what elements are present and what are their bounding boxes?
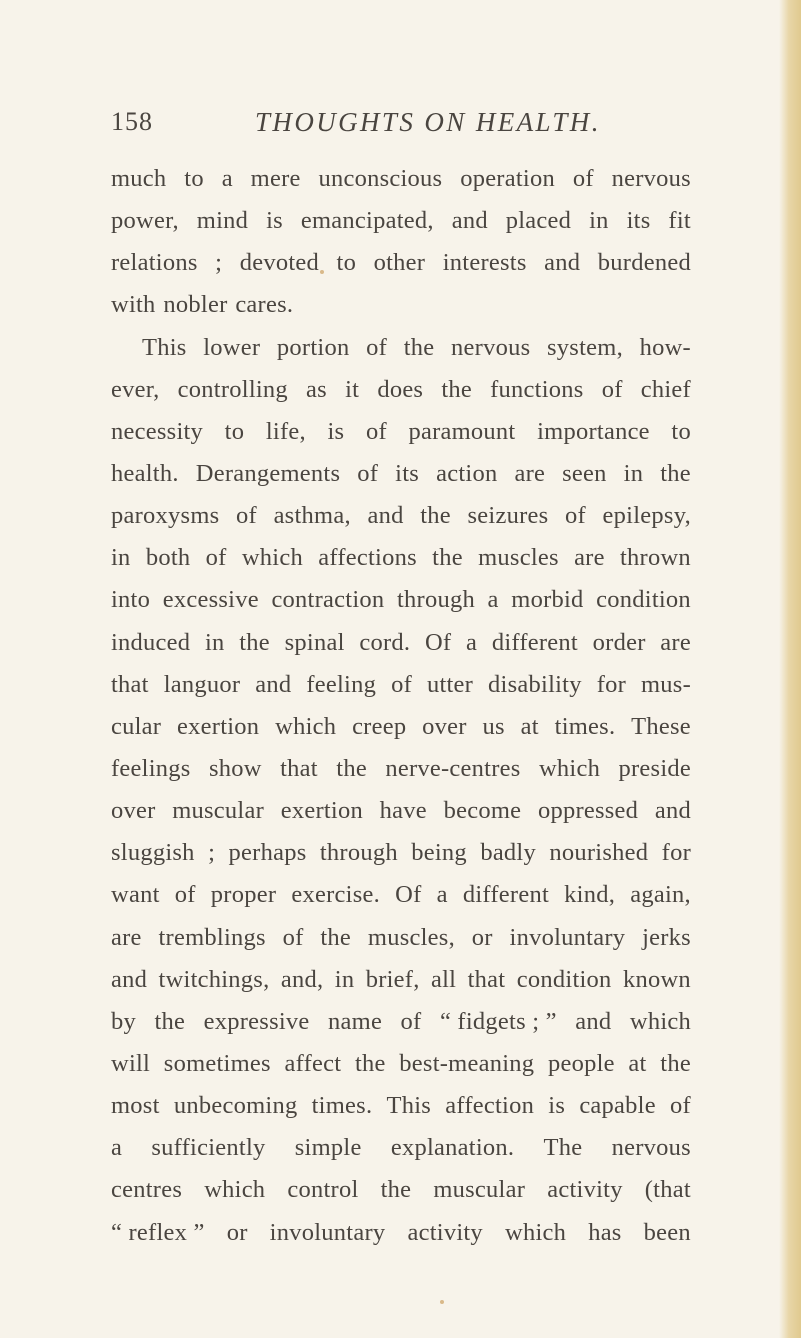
word: This (386, 1092, 432, 1120)
word: necessity (111, 417, 204, 445)
word: chief (640, 375, 691, 403)
word: all (430, 965, 457, 993)
word: These (631, 712, 691, 740)
word: portion (276, 333, 350, 361)
word: over (111, 797, 156, 825)
word: of (400, 1007, 422, 1035)
text-line (111, 200, 691, 242)
word: different (462, 881, 550, 909)
word: spinal (284, 628, 345, 656)
word: of (174, 881, 196, 909)
word: the (660, 459, 691, 487)
word: become (443, 797, 522, 825)
word: nervous (451, 333, 531, 361)
word: which (204, 1176, 266, 1204)
word: twitchings, (158, 965, 270, 993)
word: contraction (271, 586, 385, 614)
word: of (670, 1092, 691, 1120)
word: exertion (177, 712, 260, 740)
word: of (366, 333, 388, 361)
word: us (482, 712, 505, 740)
word: by (111, 1007, 136, 1035)
word: for (596, 670, 627, 698)
word: morbid (511, 586, 584, 614)
word: unconscious (318, 165, 443, 192)
word: of (565, 502, 586, 530)
text-line (111, 917, 691, 959)
word: tremblings (158, 923, 266, 951)
text-line (111, 369, 691, 411)
word: excessive (162, 586, 259, 614)
word: other (373, 249, 426, 277)
word: which (505, 1218, 567, 1246)
word: expressive (203, 1007, 310, 1035)
word: mus- (640, 670, 691, 698)
paper-speck (320, 270, 324, 274)
word: a (487, 586, 499, 614)
word: again, (630, 881, 691, 909)
word: thrown (620, 544, 691, 572)
word: The (543, 1134, 583, 1162)
word: system, (547, 333, 623, 361)
text-line (111, 158, 691, 200)
word: ; (215, 249, 223, 277)
word: controlling (177, 375, 288, 403)
text-line (111, 453, 691, 495)
word: and (654, 797, 691, 825)
word: feeling (306, 670, 377, 698)
text-line (111, 622, 691, 664)
word: is (327, 417, 345, 445)
word: “ fidgets ; ” (439, 1007, 557, 1035)
word: Of (424, 628, 452, 656)
word: condition (516, 965, 612, 993)
word: show (208, 754, 262, 782)
word: that (280, 754, 318, 782)
word: known (622, 965, 691, 993)
word: a (111, 1134, 123, 1162)
word: of (601, 375, 623, 403)
word: into (111, 586, 151, 614)
word: will (111, 1049, 151, 1077)
word: capable (579, 1092, 656, 1120)
word: most (111, 1092, 160, 1120)
word: emancipated, (300, 207, 434, 235)
word: nervous (611, 1134, 691, 1162)
word: life, (265, 417, 306, 445)
word: both (145, 544, 191, 572)
word: affect (284, 1049, 342, 1077)
word: health. (111, 459, 179, 487)
word: and, (280, 965, 324, 993)
word: at (520, 712, 539, 740)
word: being (411, 839, 467, 867)
word: control (287, 1176, 359, 1204)
word: activity (407, 1218, 483, 1246)
word: that (467, 965, 506, 993)
paper-speck (440, 1300, 444, 1304)
word: with (111, 291, 156, 319)
word: are (514, 459, 546, 487)
word: ; (208, 839, 216, 867)
word: which (275, 712, 337, 740)
word: affection (445, 1092, 535, 1120)
word: are (574, 544, 605, 572)
word: does (377, 375, 424, 403)
word: muscular (172, 797, 265, 825)
word: utter (426, 670, 474, 698)
text-line (111, 495, 691, 537)
word: muscles, (367, 923, 455, 951)
word: the (354, 1049, 386, 1077)
word: through (396, 586, 475, 614)
word: fit (668, 207, 691, 235)
word: action (436, 459, 498, 487)
word: involuntary (509, 923, 626, 951)
word: and (255, 670, 292, 698)
word: its (395, 459, 420, 487)
word: seizures (467, 502, 549, 530)
word: ever, (111, 375, 160, 403)
word: through (319, 839, 398, 867)
word: (that (644, 1176, 691, 1204)
word: jerks (642, 923, 691, 951)
word: to (336, 249, 357, 277)
word: creep (352, 712, 407, 740)
word: the (239, 628, 270, 656)
word: epilepsy, (602, 502, 691, 530)
word: over (422, 712, 467, 740)
word: and (111, 965, 148, 993)
word: best-meaning (399, 1049, 535, 1077)
word: nervous (611, 165, 691, 192)
running-title: THOUGHTS ON HEALTH. (255, 107, 601, 137)
word: which (538, 754, 601, 782)
word: or (471, 923, 493, 951)
word: proper (210, 881, 277, 909)
text-line (111, 832, 691, 874)
word: it (345, 375, 360, 403)
word: lower (203, 333, 261, 361)
word: operation (460, 165, 555, 192)
text-line (111, 790, 691, 832)
word: in (205, 628, 225, 656)
word: exercise. (291, 881, 380, 909)
word: times. (554, 712, 616, 740)
word: has (588, 1218, 622, 1246)
word: and (451, 207, 488, 235)
word: in (334, 965, 355, 993)
word: cord. (359, 628, 411, 656)
word: asthma, (273, 502, 351, 530)
word: of (282, 923, 304, 951)
word: sometimes (163, 1049, 271, 1077)
word: interests (442, 249, 527, 277)
word: the (660, 1049, 691, 1077)
word: a (221, 165, 233, 192)
word: to (184, 165, 204, 192)
word: kind, (564, 881, 616, 909)
text-line (111, 242, 691, 284)
text-line (111, 1212, 691, 1254)
word: languor (163, 670, 241, 698)
word: people (547, 1049, 615, 1077)
word: and (544, 249, 581, 277)
text-line (111, 706, 691, 748)
word: in (589, 207, 609, 235)
word: affections (318, 544, 417, 572)
word: paroxysms (111, 502, 220, 530)
word: relations (111, 249, 198, 277)
running-head (0, 102, 801, 142)
word: been (643, 1218, 691, 1246)
word: seen (562, 459, 607, 487)
text-line (111, 284, 691, 326)
word: the (336, 754, 367, 782)
word: the (154, 1007, 186, 1035)
word: or (226, 1218, 248, 1246)
word: Of (395, 881, 422, 909)
text-line (111, 1169, 691, 1211)
word: of (365, 417, 387, 445)
word: of (205, 544, 227, 572)
word: in (111, 544, 131, 572)
word: have (379, 797, 427, 825)
word: a (436, 881, 448, 909)
word: that (111, 670, 149, 698)
word: activity (547, 1176, 623, 1204)
word: different (491, 628, 578, 656)
word: oppressed (537, 797, 639, 825)
word: power, (111, 207, 179, 235)
text-line (111, 537, 691, 579)
page-edge (779, 0, 801, 1338)
word: disability (488, 670, 582, 698)
text-line (111, 579, 691, 621)
word: explanation. (390, 1134, 515, 1162)
word: its (626, 207, 651, 235)
word: mere (250, 165, 301, 192)
word: name (328, 1007, 383, 1035)
word: is (548, 1092, 566, 1120)
word: “ reflex ” (111, 1218, 205, 1246)
word: badly (480, 839, 536, 867)
word: sufficiently (151, 1134, 266, 1162)
word: feelings (111, 754, 191, 782)
word: to (224, 417, 245, 445)
word: the (432, 544, 463, 572)
word: at (628, 1049, 647, 1077)
word: the (441, 375, 473, 403)
word: order (592, 628, 646, 656)
text-line (111, 664, 691, 706)
word: induced (111, 628, 191, 656)
word: cares. (235, 291, 294, 319)
word: and (367, 502, 404, 530)
word: and (575, 1007, 612, 1035)
body-text (111, 158, 691, 1254)
word: the (320, 923, 352, 951)
word: nerve-centres (385, 754, 521, 782)
text-line (111, 874, 691, 916)
word: mind (196, 207, 249, 235)
text-line (111, 1085, 691, 1127)
word: times. (311, 1092, 373, 1120)
word: paramount (408, 417, 516, 445)
word: functions (490, 375, 584, 403)
word: of (357, 459, 379, 487)
word: the (380, 1176, 412, 1204)
word: muscles (478, 544, 559, 572)
word: simple (294, 1134, 362, 1162)
word: importance (537, 417, 650, 445)
word: burdened (597, 249, 691, 277)
word: This (142, 333, 187, 361)
word: the (420, 502, 451, 530)
word: how- (639, 333, 691, 361)
word: Derangements (195, 459, 341, 487)
text-line (111, 959, 691, 1001)
word: involuntary (269, 1218, 386, 1246)
word: want (111, 881, 160, 909)
word: a (466, 628, 478, 656)
word: brief, (365, 965, 420, 993)
word: centres (111, 1176, 183, 1204)
text-line (111, 1043, 691, 1085)
word: which (629, 1007, 691, 1035)
word: of (572, 165, 594, 192)
word: nourished (549, 839, 649, 867)
word: of (236, 502, 257, 530)
word: nobler (163, 291, 228, 319)
word: sluggish (111, 839, 195, 867)
text-line (111, 411, 691, 453)
page-number: 158 (111, 107, 153, 136)
word: in (623, 459, 644, 487)
word: devoted (239, 249, 320, 277)
word: is (266, 207, 283, 235)
word: are (111, 923, 142, 951)
word: exertion (280, 797, 363, 825)
text-line (111, 1001, 691, 1043)
word: perhaps (228, 839, 307, 867)
text-line (111, 1127, 691, 1169)
word: condition (596, 586, 691, 614)
word: as (306, 375, 327, 403)
word: much (111, 165, 167, 192)
text-line (111, 748, 691, 790)
word: for (661, 839, 691, 867)
word: which (241, 544, 303, 572)
word: to (671, 417, 691, 445)
word: preside (618, 754, 691, 782)
text-line (111, 327, 691, 369)
word: muscular (433, 1176, 526, 1204)
word: the (403, 333, 435, 361)
word: cular (111, 712, 162, 740)
word: unbecoming (173, 1092, 298, 1120)
word: placed (505, 207, 572, 235)
word: are (660, 628, 691, 656)
word: of (391, 670, 412, 698)
